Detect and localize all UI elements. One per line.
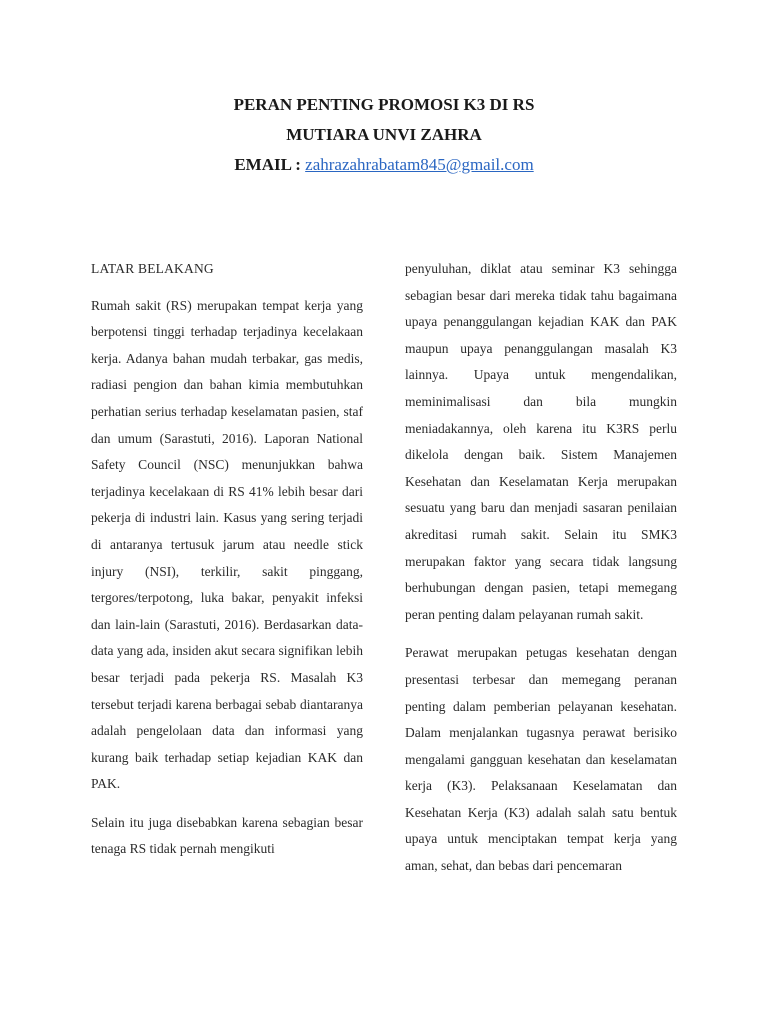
author-name: MUTIARA UNVI ZAHRA	[286, 125, 482, 144]
email-label: EMAIL :	[234, 155, 301, 174]
document-header	[0, 90, 768, 180]
right-column	[405, 256, 677, 892]
email-line	[0, 150, 768, 180]
paragraph: Rumah sakit (RS) merupakan tempat kerja yang berpotensi tinggi terhadap terjadinya kecelakaan kerja. Adanya bahan mudah terbakar, gas medis, radiasi pengion dan bahan kimia membutuhkan perhatian serius terhadap keselamatan pasien, staf dan umum (Sarastuti, 2016). Laporan National Safety Council (NSC) menunjukkan bahwa terjadinya kecelakaan di RS 41% lebih besar dari pekerja di industri lain. Kasus yang sering terjadi di antaranya tertusuk jarum atau needle stick injury (NSI), terkilir, sakit pinggang, tergores/terpotong, luka bakar, penyakit infeksi dan lain-lain (Sarastuti, 2016). Berdasarkan data-data yang ada, insiden akut secara signifikan lebih besar terjadi pada pekerja RS. Masalah K3 tersebut terjadi karena berbagai sebab diantaranya adalah pengelolaan data dan informasi yang kurang baik terhadap setiap kejadian KAK dan PAK.	[91, 297, 363, 792]
section-heading: LATAR BELAKANG	[91, 261, 214, 276]
paragraph: Selain itu juga disebabkan karena sebagian besar tenaga RS tidak pernah mengikuti	[91, 814, 363, 857]
left-column	[91, 256, 363, 875]
paragraph: penyuluhan, diklat atau seminar K3 sehingga sebagian besar dari mereka tidak tahu bagaimana upaya penanggulangan kejadian KAK dan PAK maupun upaya penanggulangan masalah K3 lainnya. Upaya untuk mengendalikan, meminimalisasi dan bila mungkin meniadakannya, oleh karena itu K3RS perlu dikelola dengan baik. Sistem Manajemen Kesehatan dan Keselamatan Kerja merupakan sesuatu yang baru dan menjadi sasaran penilaian akreditasi rumah sakit. Selain itu SMK3 merupakan faktor yang secara tidak langsung berhubungan dengan pasien, tetapi memegang peran penting dalam pelayanan rumah sakit.	[405, 261, 677, 622]
paragraph: Perawat merupakan petugas kesehatan dengan presentasi terbesar dan memegang peranan penting dalam pemberian pelayanan kesehatan. Dalam menjalankan tugasnya perawat berisiko mengalami gangguan kesehatan dan keselamatan kerja (K3). Pelaksanaan Keselamatan dan Kesehatan Kerja (K3) adalah salah satu bentuk upaya untuk menciptakan tempat kerja yang aman, sehat, dan bebas dari pencemaran	[405, 645, 677, 874]
email-link[interactable]: zahrazahrabatam845@gmail.com	[305, 155, 534, 174]
document-title: PERAN PENTING PROMOSI K3 DI RS	[233, 95, 535, 114]
